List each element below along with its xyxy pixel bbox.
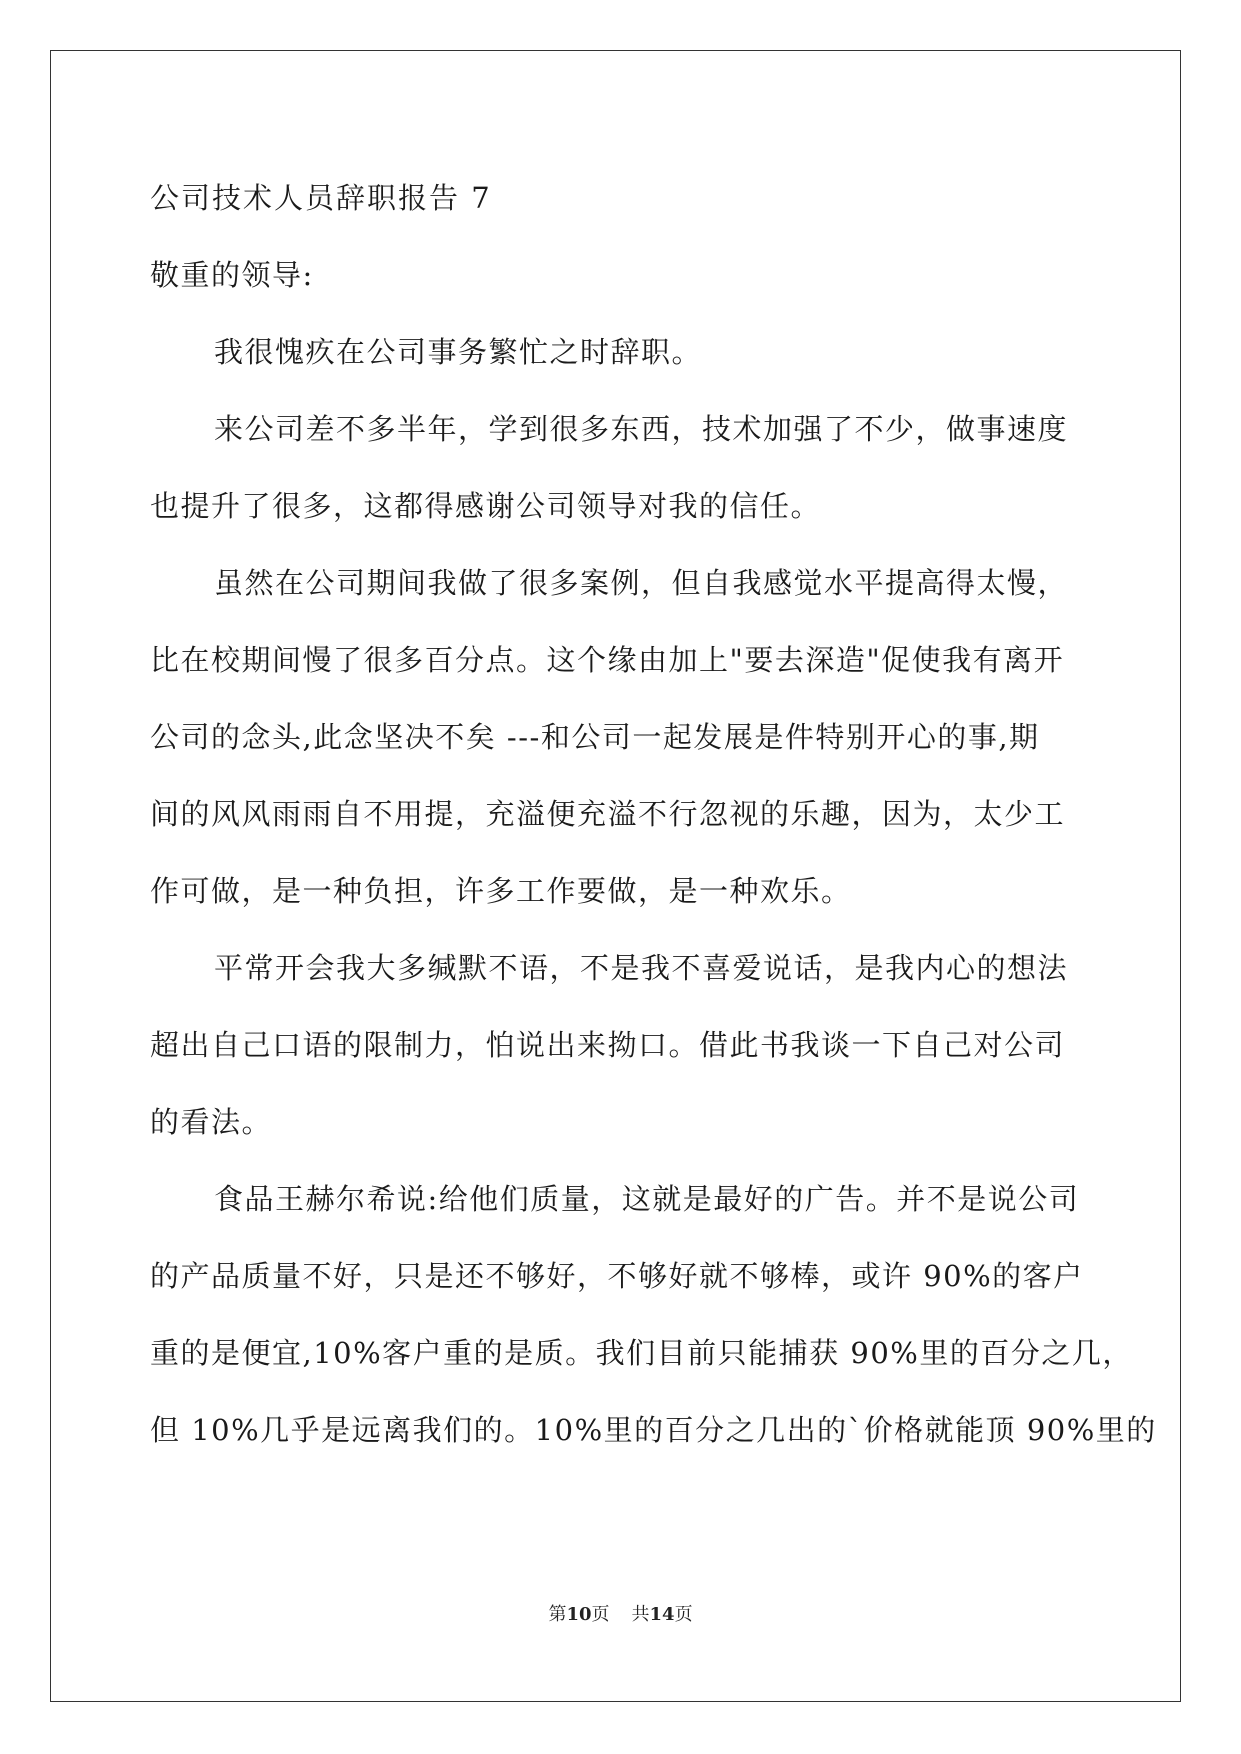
- footer-total-prefix: 共: [631, 1604, 650, 1625]
- document-title: 公司技术人员辞职报告 7: [150, 181, 492, 215]
- footer-page-suffix: 页: [591, 1604, 610, 1625]
- body-line: 但 10%几乎是远离我们的。10%里的百分之几出的`价格就能顶 90%里的: [150, 1413, 1157, 1447]
- body-line: 虽然在公司期间我做了很多案例，但自我感觉水平提高得太慢，: [214, 566, 1069, 600]
- body-line: 重的是便宜,10%客户重的是质。我们目前只能捕获 90%里的百分之几，: [150, 1336, 1133, 1370]
- footer-page-number: 10: [566, 1604, 592, 1625]
- body-line: 也提升了很多，这都得感谢公司领导对我的信任。: [150, 489, 822, 523]
- body-line: 公司的念头,此念坚决不矣 ---和公司一起发展是件特别开心的事,期: [150, 720, 1040, 754]
- body-line: 超出自己口语的限制力，怕说出来拗口。借此书我谈一下自己对公司: [150, 1028, 1066, 1062]
- salutation: 敬重的领导:: [150, 258, 314, 292]
- document-body: [150, 160, 1157, 1469]
- body-line: 我很愧疚在公司事务繁忙之时辞职。: [214, 335, 703, 369]
- body-line: 食品王赫尔希说:给他们质量，这就是最好的广告。并不是说公司: [214, 1182, 1080, 1216]
- body-lines: [150, 314, 1157, 1469]
- footer-prefix: 第: [548, 1604, 567, 1625]
- body-line: 来公司差不多半年，学到很多东西，技术加强了不少，做事速度: [214, 412, 1069, 446]
- footer-total-suffix: 页: [674, 1604, 693, 1625]
- page-footer: [0, 1600, 1241, 1626]
- footer-total-pages: 14: [649, 1604, 675, 1625]
- body-line: 作可做，是一种负担，许多工作要做，是一种欢乐。: [150, 874, 852, 908]
- body-line: 的看法。: [150, 1105, 273, 1139]
- body-line: 平常开会我大多缄默不语，不是我不喜爱说话，是我内心的想法: [214, 951, 1069, 985]
- body-line: 间的风风雨雨自不用提，充溢便充溢不行忽视的乐趣，因为，太少工: [150, 797, 1066, 831]
- body-line: 的产品质量不好，只是还不够好，不够好就不够棒，或许 90%的客户: [150, 1259, 1084, 1293]
- body-line: 比在校期间慢了很多百分点。这个缘由加上"要去深造"促使我有离开: [150, 643, 1065, 677]
